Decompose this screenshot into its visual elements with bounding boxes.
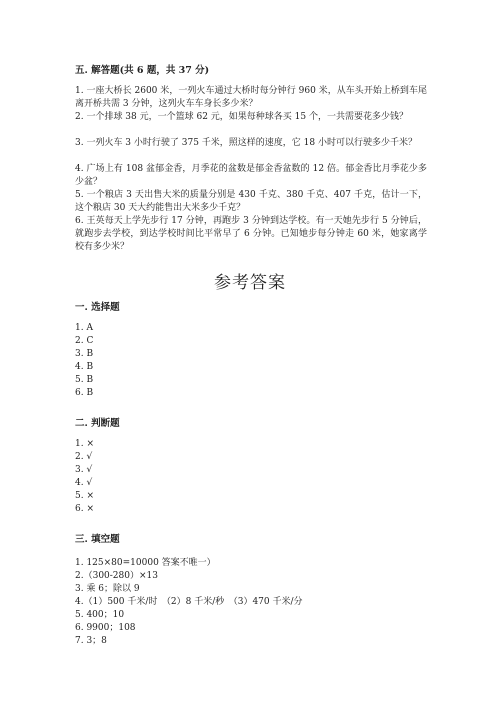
part-2-answer: 6. × bbox=[75, 504, 94, 514]
question-4: 4. 广场上有 108 盆郁金香，月季花的盆数是郁金香盆数的 12 倍。郁金香比月季花少多少盆？ bbox=[75, 164, 427, 187]
part-3-answer: 3. 乘 6；除以 9 bbox=[75, 584, 140, 594]
answer-key-title: 参考答案 bbox=[214, 273, 286, 293]
part-3-answer: 7. 3；8 bbox=[75, 636, 107, 646]
part-1-answer: 2. C bbox=[75, 336, 94, 346]
part-1-title: 一. 选择题 bbox=[75, 302, 120, 313]
question-1: 1. 一座大桥长 2600 米，一列火车通过大桥时每分钟行 960 米，从车头开始上桥到车尾离开桥共需 3 分钟，这列火车车身长多少米？ bbox=[75, 86, 427, 109]
part-3-answer: 4.（1）500 千米/时 （2）8 千米/秒 （3）470 千米/分 bbox=[75, 597, 303, 607]
part-1-answer: 4. B bbox=[75, 362, 94, 372]
question-2: 2. 一个排球 38 元，一个篮球 62 元，如果每种球各买 15 个，一共需要花多少钱？ bbox=[75, 112, 408, 122]
part-3-answer: 1. 125×80=10000 答案不唯一） bbox=[75, 558, 216, 568]
part-1-answer: 1. A bbox=[75, 323, 93, 333]
part-1-answer: 5. B bbox=[75, 375, 94, 385]
question-5: 5. 一个粮店 3 天出售大米的质量分别是 430 千克、380 千克、407 千克，估计一下，这个粮店 30 天大约能售出大米多少千克？ bbox=[75, 190, 427, 213]
part-2-answer: 1. × bbox=[75, 439, 94, 449]
part-2-answer: 5. × bbox=[75, 491, 94, 501]
part-2-answer: 4. √ bbox=[75, 478, 93, 488]
section-5-title: 五. 解答题(共 6 题，共 37 分) bbox=[75, 65, 210, 76]
part-3-answer: 5. 400；10 bbox=[75, 610, 125, 620]
part-1-answer: 6. B bbox=[75, 388, 94, 398]
part-2-title: 二. 判断题 bbox=[75, 418, 120, 429]
part-3-title: 三. 填空题 bbox=[75, 534, 120, 545]
part-2-answer: 2. √ bbox=[75, 452, 93, 462]
part-1-answer: 3. B bbox=[75, 349, 94, 359]
question-3: 3. 一列火车 3 小时行驶了 375 千米，照这样的速度，它 18 小时可以行驶多少千米？ bbox=[75, 138, 417, 148]
question-6: 6. 王英每天上学先步行 17 分钟，再跑步 3 分钟到达学校。有一天她先步行 5 分钟后，就跑步去学校，到达学校时间比平常早了 6 分钟。已知她步每分钟走 60 米，她家离学校有多少米？ bbox=[75, 216, 427, 252]
part-2-answer: 3. √ bbox=[75, 465, 93, 475]
part-3-answer: 6. 9900；108 bbox=[75, 623, 136, 633]
part-3-answer: 2.（300-280）×13 bbox=[75, 571, 158, 581]
